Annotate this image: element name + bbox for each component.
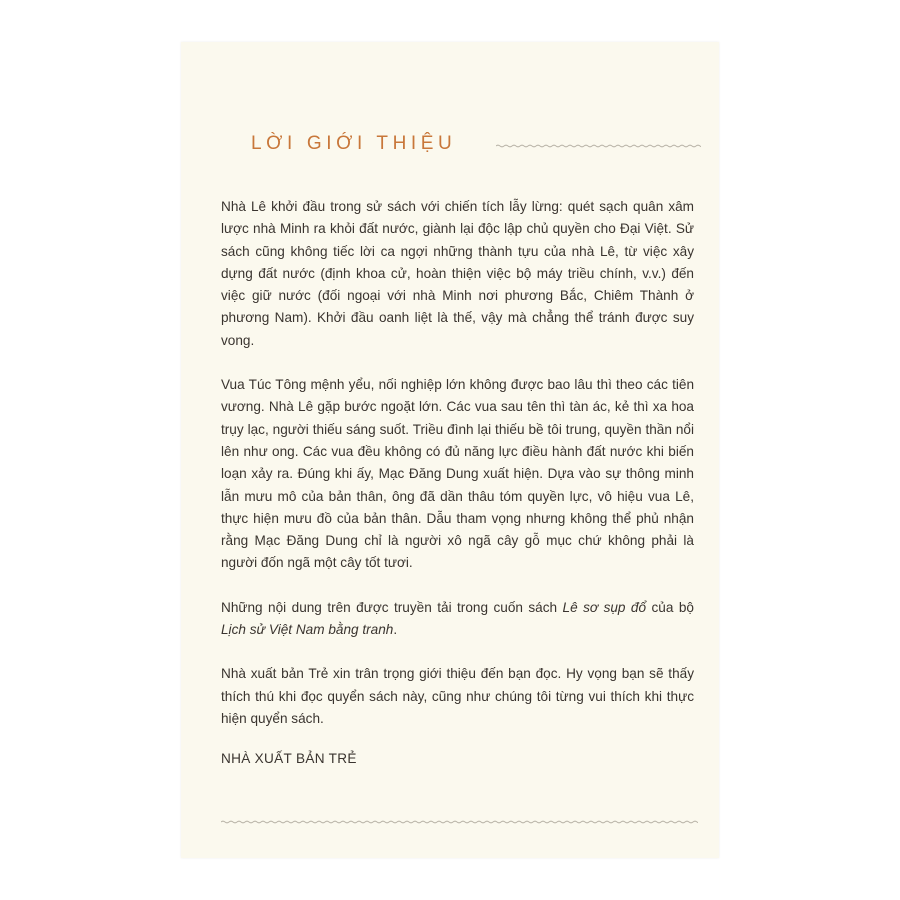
paragraph-3-middle: của bộ bbox=[646, 599, 694, 615]
paragraph-3-lead: Những nội dung trên được truyền tải trong cuốn sách bbox=[221, 599, 563, 615]
paragraph-4: Nhà xuất bản Trẻ xin trân trọng giới thiệu đến bạn đọc. Hy vọng bạn sẽ thấy thích thú khi đọc quyển sách này, cũng như chúng tôi từng vui thích khi thực hiện quyển sách. bbox=[221, 666, 694, 726]
bottom-wave-divider bbox=[221, 818, 698, 826]
heading-wave-divider bbox=[496, 142, 701, 150]
heading-row bbox=[251, 130, 701, 160]
paragraph-1: Nhà Lê khởi đầu trong sử sách với chiến tích lẫy lừng: quét sạch quân xâm lược nhà Minh ra khỏi đất nước, giành lại độc lập chủ quyền cho Đại Việt. Sử sách cũng không tiếc lời ca ngợi những thành tựu của nhà Lê, từ việc xây dựng đất nước (định khoa cử, hoàn thiện việc bộ máy triều chính, v.v.) đến việc giữ nước (đối ngoại với nhà Minh nơi phương Bắc, Chiêm Thành ở phương Nam). Khởi đầu oanh liệt là thế, vậy mà chẳng thể tránh được suy vong. bbox=[221, 199, 694, 348]
series-title: Lịch sử Việt Nam bằng tranh bbox=[221, 622, 394, 638]
book-page bbox=[181, 42, 719, 858]
paragraph-3-end: . bbox=[393, 622, 398, 638]
paragraph-2: Vua Túc Tông mệnh yểu, nối nghiệp lớn không được bao lâu thì theo các tiên vương. Nhà Lê gặp bước ngoặt lớn. Các vua sau tên thì tàn ác, kẻ thì xa hoa trụy lạc, người thiếu sáng suốt. Triều đình lại thiếu bề tôi trung, quyền thần nổi lên như ong. Các vua đều không có đủ năng lực điều hành đất nước khi biến loạn xảy ra. Đúng khi ấy, Mạc Đăng Dung xuất hiện. Dựa vào sự thông minh lẫn mưu mô của bản thân, ông đã dần thâu tóm quyền lực, vô hiệu vua Lê, thực hiện mưu đồ của bản thân. Dẫu tham vọng nhưng không thể phủ nhận rằng Mạc Đăng Dung chỉ là người xô ngã cây gỗ mục chứ không phải là người đốn ngã một cây tốt tươi. bbox=[221, 377, 694, 571]
paragraph-3 bbox=[221, 597, 694, 642]
page-title: LỜI GIỚI THIỆU bbox=[251, 133, 457, 154]
publisher-signature: NHÀ XUẤT BẢN TRẺ bbox=[221, 751, 357, 767]
intro-body bbox=[221, 196, 694, 771]
book-title: Lê sơ sụp đổ bbox=[562, 599, 647, 615]
